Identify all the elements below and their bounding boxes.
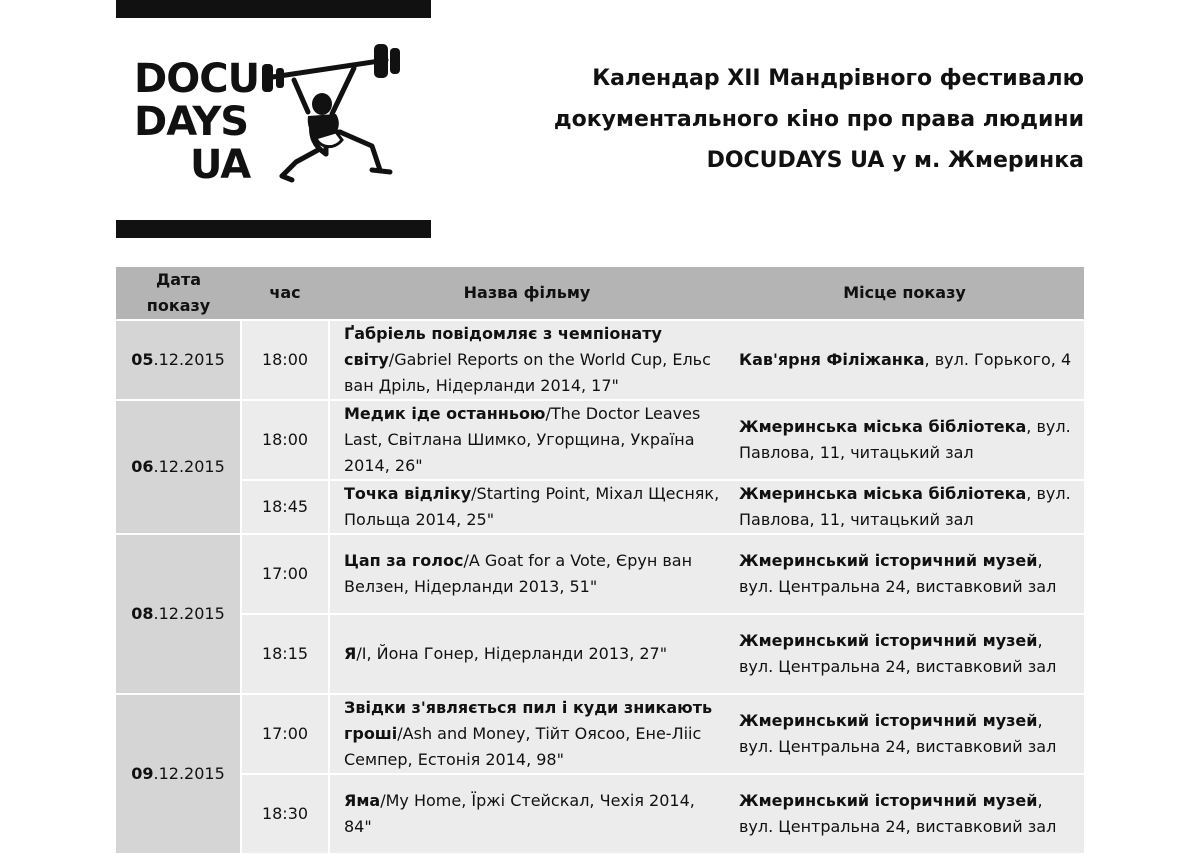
header-date: Дата показу [116, 267, 241, 320]
film-cell [329, 774, 725, 854]
date-rest: .12.2015 [153, 764, 225, 783]
header-time: час [241, 267, 329, 320]
place-cell [725, 320, 1084, 400]
film-cell [329, 320, 725, 400]
place-name: Жмеринський історичний музей [739, 791, 1038, 810]
date-day: 08 [131, 604, 154, 623]
film-details: /Ash and Money, Тійт Ояcoo, Ене-Лііс Семпер, Естонія 2014, 98" [344, 724, 702, 769]
table-row [116, 774, 1084, 854]
date-cell [116, 694, 241, 854]
title-line-2: документального кіно про права людини [553, 107, 1084, 132]
time-cell: 18:00 [241, 400, 329, 480]
logo-text [134, 58, 259, 187]
header-film: Назва фільму [329, 267, 725, 320]
place-name: Жмеринський історичний музей [739, 551, 1038, 570]
date-cell [116, 320, 241, 400]
page-title [554, 58, 1084, 181]
date-day: 09 [131, 764, 154, 783]
table-row [116, 534, 1084, 614]
film-cell [329, 694, 725, 774]
film-cell [329, 480, 725, 534]
place-address: , вул. Центральна 24, виставковий зал [739, 631, 1057, 676]
table-row [116, 694, 1084, 774]
date-day: 06 [131, 457, 154, 476]
place-cell [725, 774, 1084, 854]
time-cell: 18:30 [241, 774, 329, 854]
film-title: Медик іде останньою [344, 404, 546, 423]
date-cell [116, 400, 241, 534]
place-cell [725, 480, 1084, 534]
time-cell: 18:00 [241, 320, 329, 400]
time-cell: 17:00 [241, 534, 329, 614]
table-row [116, 614, 1084, 694]
table-row [116, 480, 1084, 534]
date-rest: .12.2015 [153, 457, 225, 476]
title-line-1: Календар XII Мандрівного фестивалю [592, 66, 1084, 91]
table-row [116, 320, 1084, 400]
place-name: Жмеринська міська бібліотека [739, 417, 1027, 436]
date-rest: .12.2015 [153, 350, 225, 369]
film-details: /Starting Point, Міхал Щесняк, Польща 2014, 25" [344, 484, 720, 529]
film-title: Цап за голос [344, 551, 464, 570]
film-details: /A Goat for a Vote, Єрун ван Велзен, Нідерланди 2013, 51" [344, 551, 693, 596]
place-address: , вул. Павлова, 11, читацький зал [739, 417, 1071, 462]
film-title: Звідки з'являється пил і куди зникають гроші [344, 698, 713, 743]
place-name: Кав'ярня Філіжанка [739, 350, 925, 369]
place-address: , вул. Павлова, 11, читацький зал [739, 484, 1071, 529]
film-details: /My Home, Їржі Стейскал, Чехія 2014, 84" [344, 791, 695, 836]
table-header-row [116, 267, 1084, 320]
time-cell: 17:00 [241, 694, 329, 774]
schedule-table [116, 267, 1084, 855]
place-name: Жмеринський історичний музей [739, 711, 1038, 730]
date-rest: .12.2015 [153, 604, 225, 623]
place-name: Жмеринська міська бібліотека [739, 484, 1027, 503]
date-day: 05 [131, 350, 154, 369]
title-line-3: DOCUDAYS UA у м. Жмеринка [706, 148, 1084, 173]
docudays-logo [116, 0, 431, 238]
film-details: /The Doctor Leaves Last, Світлана Шимко, Угорщина, Україна 2014, 26" [344, 404, 701, 475]
logo-top-bar [116, 0, 431, 18]
weightlifter-icon [256, 34, 406, 184]
logo-line-2: DAYS [134, 99, 249, 145]
place-cell [725, 534, 1084, 614]
logo-line-3: UA [190, 142, 251, 188]
place-cell [725, 694, 1084, 774]
table-row [116, 400, 1084, 480]
place-address: , вул. Центральна 24, виставковий зал [739, 791, 1057, 836]
place-cell [725, 614, 1084, 694]
film-title: Яма [344, 791, 381, 810]
place-address: , вул. Центральна 24, виставковий зал [739, 551, 1057, 596]
film-title: Точка відліку [344, 484, 472, 503]
place-address: , вул. Центральна 24, виставковий зал [739, 711, 1057, 756]
film-cell [329, 400, 725, 480]
date-cell [116, 534, 241, 694]
film-title: Я [344, 644, 357, 663]
film-details: /I, Йона Гонер, Нідерланди 2013, 27" [356, 644, 668, 663]
logo-bottom-bar [116, 220, 431, 238]
place-name: Жмеринський історичний музей [739, 631, 1038, 650]
logo-line-1: DOCU [134, 56, 260, 102]
film-title: Ґабріель повідомляє з чемпіонату світу [344, 324, 662, 369]
film-cell [329, 534, 725, 614]
film-details: /Gabriel Reports on the World Cup, Ельс ван Дріль, Нідерланди 2014, 17" [344, 350, 711, 395]
header-place: Місце показу [725, 267, 1084, 320]
place-cell [725, 400, 1084, 480]
film-cell [329, 614, 725, 694]
time-cell: 18:45 [241, 480, 329, 534]
place-address: , вул. Горького, 4 [924, 350, 1072, 369]
time-cell: 18:15 [241, 614, 329, 694]
